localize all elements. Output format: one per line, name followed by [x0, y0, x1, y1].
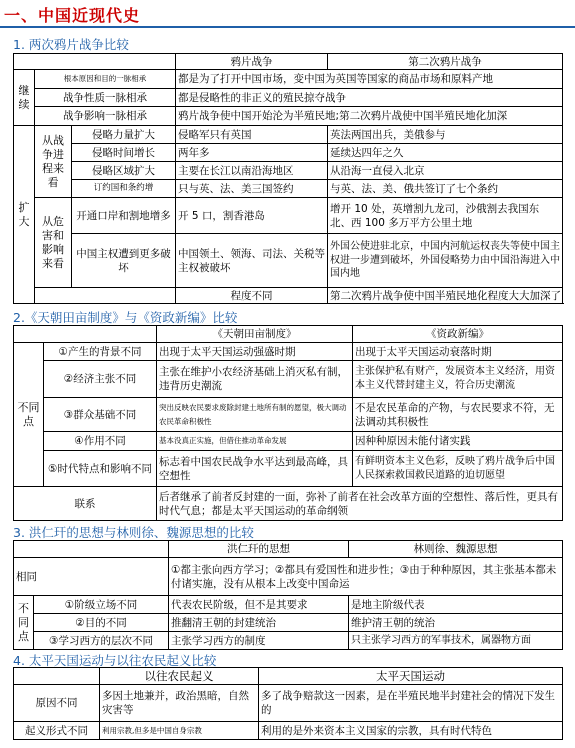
cell: 两年多 [176, 144, 328, 162]
cell: 开 5 口，割香港岛 [176, 198, 328, 234]
row-label: 根本原因和目的一脉相承 [35, 70, 176, 89]
cell: 出现于太平天国运动衰落时期 [353, 343, 563, 361]
cell: 后者继承了前者反封建的一面，弥补了前者在社会改革方面的空想性、落后性，更具有时代气息；都是太平天国运动的革命纲领 [157, 487, 563, 521]
column-header: 《天朝田亩制度》 [157, 326, 353, 343]
row-label: ①阶级立场不同 [34, 596, 169, 614]
section-1-heading: 1. 两次鸦片战争比较 [13, 37, 129, 52]
table-row [14, 432, 563, 451]
table-row [14, 558, 563, 596]
row-label: 侵略时间增长 [72, 144, 176, 162]
cell: 鸦片战争使中国开始沦为半殖民地;第二次鸦片战使中国半殖民地化加深 [176, 107, 563, 126]
table-row [14, 234, 563, 288]
cell: 延续达四年之久 [328, 144, 563, 162]
cell: ①都主张向西方学习；②都具有爱国性和进步性；③由于种种原因，其主张基本都未付诸实施，没有从根本上改变中国命运 [169, 558, 563, 596]
table-row [14, 451, 563, 487]
cell: 不是农民革命的产物，与农民要求不符，无法调动其积极性 [353, 398, 563, 432]
section-4-heading: 4. 太平天国运动与以往农民起义比较 [13, 653, 217, 668]
section-2-heading: 2.《天朝田亩制度》与《资政新编》比较 [13, 310, 238, 325]
cell: 是地主阶级代表 [349, 596, 563, 614]
row-label: 战争影响一脉相承 [35, 107, 176, 126]
opium-war-table [13, 53, 563, 304]
title-divider [0, 26, 575, 28]
table-row [14, 288, 563, 304]
cell: 利用宗教,但多是中国自身宗教 [100, 722, 259, 740]
row-label: 中国主权遭到更多破坏 [72, 234, 176, 288]
column-header: 《资政新编》 [353, 326, 563, 343]
group-label: 不同点 [14, 343, 44, 487]
cell: 突出反映农民要求废除封建土地所有制的愿望，极大调动农民革命积极性 [157, 398, 353, 432]
cell: 第二次鸦片战争使中国半殖民地化程度大大加深了 [328, 288, 563, 304]
row-label: 订约国和条约增 [72, 180, 176, 198]
row-label: 侵略区域扩大 [72, 162, 176, 180]
group-label: 扩大 [14, 126, 35, 304]
row-label: 联系 [14, 487, 157, 521]
row-label: ②经济主张不同 [44, 361, 157, 398]
column-header: 第二次鸦片战争 [328, 54, 563, 70]
table-row [14, 343, 563, 361]
table-row [14, 144, 563, 162]
row-label: 侵略力量扩大 [72, 126, 176, 144]
table-row [14, 162, 563, 180]
row-label: ④作用不同 [44, 432, 157, 451]
row-label: 开通口岸和割地增多 [72, 198, 176, 234]
cell: 侵略军只有英国 [176, 126, 328, 144]
table-row [14, 541, 563, 558]
page-title: 一、中国近现代史 [4, 6, 141, 25]
group-label: 从战争进程来看 [35, 126, 72, 198]
row-label: ⑤时代特点和影响不同 [44, 451, 157, 487]
row-label: 战争性质一脉相承 [35, 89, 176, 107]
table-row [14, 54, 563, 70]
table-row [14, 198, 563, 234]
cell: 有鲜明资本主义色彩，反映了鸦片战争后中国人民探索救国救民道路的迫切愿望 [353, 451, 563, 487]
cell: 推翻清王朝的封建统治 [169, 614, 349, 632]
cell: 标志着中国农民战争水平达到最高峰，具空想性 [157, 451, 353, 487]
row-label: 原因不同 [14, 685, 100, 722]
table-row [14, 398, 563, 432]
column-header: 太平天国运动 [259, 668, 563, 685]
group-label: 不同点 [14, 596, 34, 650]
table-row [14, 614, 563, 632]
cell: 只与英、法、美三国签约 [176, 180, 328, 198]
cell: 增开 10 处，英增割九龙司，沙俄割去我国东北、西 100 多万平方公里土地 [328, 198, 563, 234]
cell: 只主张学习西方的军事技术，属器物方面 [349, 632, 563, 650]
cell: 从沿海一直侵入北京 [328, 162, 563, 180]
row-label: ③群众基础不同 [44, 398, 157, 432]
table-row [14, 326, 563, 343]
cell: 主张学习西方的制度 [169, 632, 349, 650]
column-header: 以往农民起义 [100, 668, 259, 685]
table-row [14, 722, 563, 740]
table-row [14, 70, 563, 89]
cell: 主张保护私有财产，发展资本主义经济，用资本主义代替封建主义，符合历史潮流 [353, 361, 563, 398]
programme-compare-table [13, 325, 563, 521]
cell: 主要在长江以南沿海地区 [176, 162, 328, 180]
column-header: 鸦片战争 [176, 54, 328, 70]
cell: 多了战争赔款这一因素，是在半殖民地半封建社会的情况下发生的 [259, 685, 563, 722]
table-row [14, 361, 563, 398]
uprising-compare-table [13, 667, 563, 740]
table-row [14, 487, 563, 521]
cell: 利用的是外来资本主义国家的宗教，具有时代特色 [259, 722, 563, 740]
table-row [14, 107, 563, 126]
cell: 与英、法、美、俄共签订了七个条约 [328, 180, 563, 198]
column-header: 林则徐、魏源思想 [349, 541, 563, 558]
cell: 都是侵略性的非正义的殖民掠夺战争 [176, 89, 563, 107]
cell: 因种种原因未能付诸实践 [353, 432, 563, 451]
group-label: 继续 [14, 70, 35, 126]
table-row [14, 596, 563, 614]
table-row [14, 126, 563, 144]
row-label: ①产生的背景不同 [44, 343, 157, 361]
table-row [14, 668, 563, 685]
cell: 维护清王朝的统治 [349, 614, 563, 632]
table-row [14, 180, 563, 198]
row-label: 相同 [14, 558, 169, 596]
row-label: 程度不同 [176, 288, 328, 304]
thought-compare-table [13, 540, 563, 650]
cell: 出现于太平天国运动强盛时期 [157, 343, 353, 361]
table-row [14, 685, 563, 722]
table-row [14, 632, 563, 650]
cell: 主张在维护小农经济基础上消灭私有制，违背历史潮流 [157, 361, 353, 398]
column-header: 洪仁玕的思想 [169, 541, 349, 558]
row-label: ②目的不同 [34, 614, 169, 632]
row-label: ③学习西方的层次不同 [34, 632, 169, 650]
cell: 外国公使进驻北京，中国内河航运权丧失等使中国主权进一步遭到破坏，外国侵略势力由中国沿海进入中国内地 [328, 234, 563, 288]
cell: 都是为了打开中国市场，变中国为英国等国家的商品市场和原料产地 [176, 70, 563, 89]
cell: 多因土地兼并，政治黑暗，自然灾害等 [100, 685, 259, 722]
cell: 中国领土、领海、司法、关税等主权被破坏 [176, 234, 328, 288]
section-3-heading: 3. 洪仁玕的思想与林则徐、魏源思想的比较 [13, 525, 254, 540]
cell: 基本没真正实施，但借住推动革命发展 [157, 432, 353, 451]
group-label: 从危害和影响来看 [35, 198, 72, 288]
cell: 英法两国出兵，美俄参与 [328, 126, 563, 144]
row-label: 起义形式不同 [14, 722, 100, 740]
cell: 代表农民阶级，但不是其要求 [169, 596, 349, 614]
table-row [14, 89, 563, 107]
